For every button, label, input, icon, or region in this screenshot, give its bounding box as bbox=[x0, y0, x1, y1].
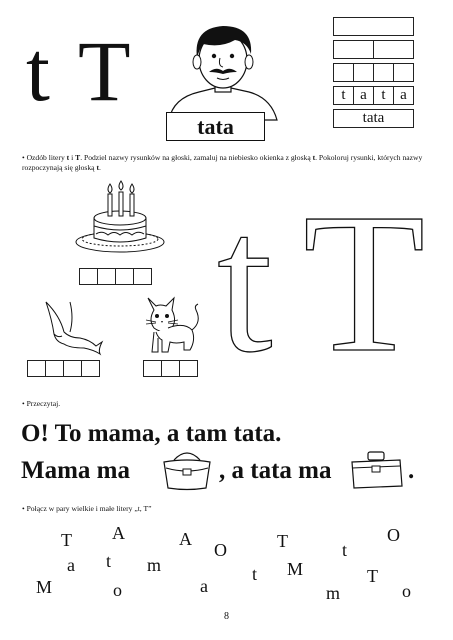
scatter-letter[interactable]: T bbox=[61, 530, 72, 550]
reading-line-1: O! To mama, a tam tata. bbox=[21, 420, 282, 447]
grid-word-cell: tata bbox=[333, 109, 414, 128]
scatter-letter[interactable]: t bbox=[342, 540, 348, 560]
scatter-letter[interactable]: T bbox=[367, 566, 378, 586]
instruction-read: • Przeczytaj. bbox=[22, 399, 61, 408]
word-syllable-grid bbox=[333, 17, 414, 128]
scatter-letter[interactable]: A bbox=[112, 523, 125, 543]
outline-letter-upper: T bbox=[303, 200, 426, 360]
handbag-icon bbox=[158, 448, 216, 492]
portrait-name-label: tata bbox=[197, 114, 234, 139]
dove-sound-boxes[interactable] bbox=[28, 360, 100, 377]
sound-box[interactable] bbox=[115, 268, 134, 285]
reading-line-2c: . bbox=[408, 457, 415, 484]
scatter-letter[interactable]: t bbox=[106, 551, 112, 571]
scatter-letter[interactable]: M bbox=[287, 559, 304, 579]
scatter-letter[interactable]: O bbox=[214, 540, 227, 560]
big-letter-lower-t: t bbox=[26, 23, 50, 119]
sound-box[interactable] bbox=[81, 360, 100, 377]
cake-sound-boxes[interactable] bbox=[80, 268, 152, 285]
outline-letters-graphic bbox=[215, 200, 430, 360]
sound-box[interactable] bbox=[45, 360, 64, 377]
sound-box[interactable] bbox=[133, 268, 152, 285]
outline-letter-lower: t bbox=[217, 200, 273, 360]
kitten-sound-boxes[interactable] bbox=[144, 360, 198, 377]
grid-letter-cell: a bbox=[353, 86, 374, 105]
portrait-name-box bbox=[166, 112, 265, 141]
grid-row-2 bbox=[333, 40, 414, 59]
sound-box[interactable] bbox=[79, 268, 98, 285]
dove-illustration bbox=[40, 298, 110, 358]
dove-picture bbox=[40, 298, 110, 358]
grid-row-1 bbox=[333, 17, 414, 36]
reading-line-2a: Mama ma bbox=[21, 457, 130, 484]
father-portrait bbox=[163, 20, 283, 144]
instruction-divide-words: • Ozdób litery t i T. Podziel nazwy rysunków na głoski, zamaluj na niebiesko okienka z głoską t. Pokoloruj rysunki, których nazwy rozpoczynają się głoską t. bbox=[22, 153, 423, 172]
page-number: 8 bbox=[224, 611, 229, 622]
scatter-letter[interactable]: a bbox=[67, 555, 75, 575]
scatter-letter[interactable]: T bbox=[277, 531, 288, 551]
sound-box[interactable] bbox=[161, 360, 180, 377]
cake-illustration bbox=[72, 178, 168, 258]
sound-box[interactable] bbox=[27, 360, 46, 377]
grid-row-3 bbox=[333, 63, 414, 82]
scatter-letter[interactable]: o bbox=[113, 580, 122, 600]
scatter-letter[interactable]: O bbox=[387, 525, 400, 545]
outline-letters bbox=[215, 200, 430, 360]
scatter-letter[interactable]: t bbox=[252, 564, 258, 584]
sound-box[interactable] bbox=[63, 360, 82, 377]
scatter-letter[interactable]: M bbox=[36, 577, 53, 597]
briefcase-picture bbox=[348, 450, 404, 490]
grid-letter-cell: t bbox=[373, 86, 394, 105]
scatter-letter[interactable]: m bbox=[147, 555, 162, 575]
grid-row-letters bbox=[333, 86, 414, 105]
briefcase-icon bbox=[348, 450, 404, 490]
instruction-match-letters: • Połącz w pary wielkie i małe litery „t, T” bbox=[22, 504, 152, 513]
grid-letter-cell: t bbox=[333, 86, 354, 105]
sound-box[interactable] bbox=[97, 268, 116, 285]
scatter-letter[interactable]: A bbox=[179, 529, 192, 549]
kitten-illustration bbox=[140, 292, 206, 358]
kitten-picture bbox=[140, 292, 206, 358]
reading-line-2b: , a tata ma bbox=[219, 457, 332, 484]
scatter-letter[interactable]: a bbox=[200, 576, 208, 596]
big-letter-upper-t: T bbox=[78, 23, 131, 119]
grid-letter-cell: a bbox=[393, 86, 414, 105]
sound-box[interactable] bbox=[179, 360, 198, 377]
cake-picture bbox=[72, 178, 168, 258]
sound-box[interactable] bbox=[143, 360, 162, 377]
scatter-letter[interactable]: m bbox=[326, 583, 341, 603]
scatter-letter[interactable]: o bbox=[402, 581, 411, 601]
handbag-picture bbox=[158, 448, 216, 492]
